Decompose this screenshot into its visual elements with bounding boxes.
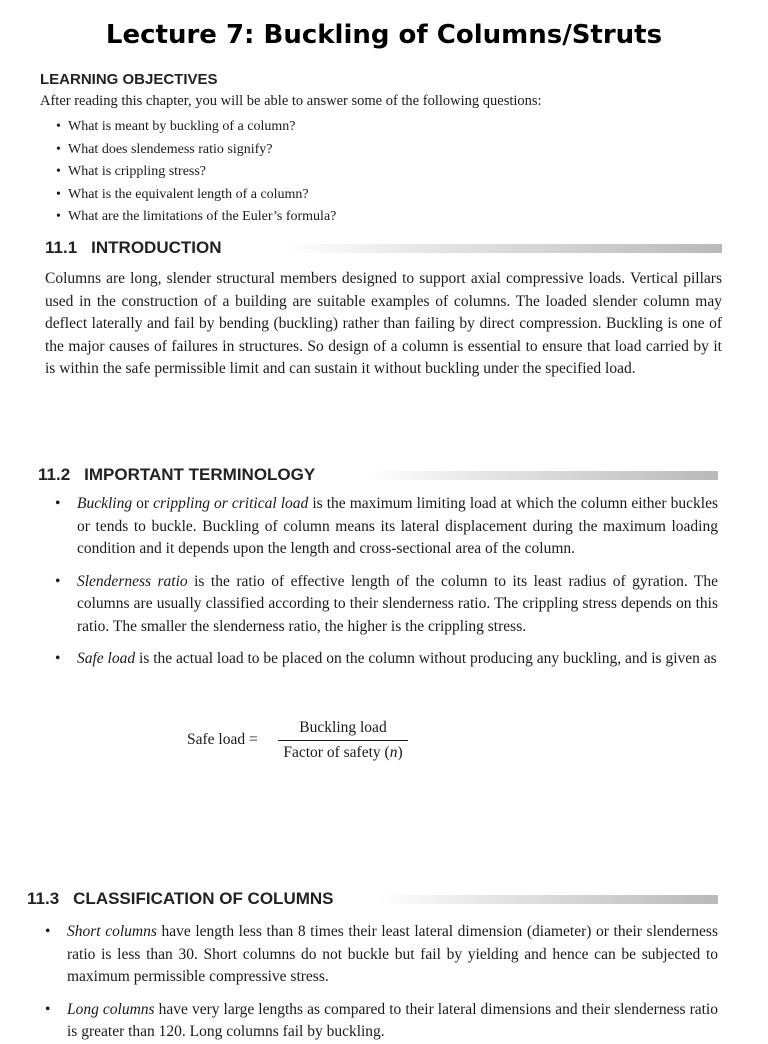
learning-objectives-list (56, 116, 336, 229)
bullet-icon: • (56, 141, 61, 157)
list-item: • What does slendemess ratio signify? (56, 139, 336, 162)
section-heading-introduction (45, 238, 722, 260)
list-item: • Safe load is the actual load to be placed on the column without producing any buckling, and is given as (77, 648, 718, 671)
terminology-list (55, 493, 719, 671)
section-number: 11.1 (45, 238, 78, 257)
bullet-icon: • (55, 650, 61, 667)
section-title: INTRODUCTION (91, 238, 222, 257)
section-number: 11.3 (27, 889, 60, 908)
fraction-bar (278, 740, 408, 741)
learning-objectives-heading: LEARNING OBJECTIVES (40, 71, 218, 88)
classification-list (45, 921, 718, 1044)
bullet-icon: • (45, 923, 51, 940)
list-item: • What are the limitations of the Euler’s formula? (56, 206, 336, 229)
section-number: 11.2 (38, 465, 71, 484)
heading-rule (378, 895, 718, 904)
list-item: • Long columns have very large lengths as compared to their lateral dimensions and their slenderness ratio is greater than 120. Long columns fail by buckling. (45, 1000, 718, 1040)
heading-rule (282, 244, 722, 253)
formula-denominator: Factor of safety (n) (283, 744, 403, 761)
bullet-icon: • (56, 209, 61, 224)
bullet-icon: • (56, 119, 61, 134)
bullet-icon: • (56, 186, 61, 202)
section-heading-terminology (38, 465, 718, 487)
introduction-paragraph: Columns are long, slender structural members designed to support axial compressive loads. Vertical pillars used in the construction of a building are suitable examples of columns. The loaded slender column may deflect laterally and fail by bending (buckling) rather than failing by direct compression. Buckling is one of the major causes of failures in structures. So design of a column is essential to ensure that load carried by it is within the safe permissible limit and can sustain it without buckling under the specified load. (45, 270, 722, 377)
heading-rule (368, 471, 718, 480)
list-item: • What is meant by buckling of a column? (56, 116, 336, 139)
section-heading-classification (27, 889, 718, 911)
list-item: • What is crippling stress? (56, 161, 336, 184)
bullet-icon: • (55, 495, 61, 512)
formula-lhs: Safe load = (187, 731, 258, 748)
section-title: CLASSIFICATION OF COLUMNS (73, 889, 334, 908)
formula-numerator: Buckling load (299, 719, 387, 736)
list-item: • Slenderness ratio is the ratio of effective length of the column to its least radius of gyration. The columns are usually classified according to their slenderness ratio. The crippling stress depends on this ratio. The smaller the slenderness ratio, the higher is the crippling stress. (55, 572, 718, 635)
formula-fraction (278, 718, 408, 763)
section-title: IMPORTANT TERMINOLOGY (84, 465, 316, 484)
bullet-icon: • (56, 164, 61, 179)
list-item: • Buckling or crippling or critical load is the maximum limiting load at which the column either buckles or tends to buckle. Buckling of column means its lateral displacement during the maximum loading condition and it depends upon the length and cross-sectional area of the column. (55, 495, 719, 557)
learning-objectives-intro: After reading this chapter, you will be able to answer some of the following questions: (40, 93, 542, 109)
list-item: • Short columns have length less than 8 times their least lateral dimension (diameter) or their slenderness ratio is less than 30. Short columns do not buckle but fail by yielding and hence can be subjected to maximum permissible compressive stress. (45, 923, 718, 985)
page-title: Lecture 7: Buckling of Columns/Struts (105, 20, 663, 50)
bullet-icon: • (45, 1000, 51, 1018)
bullet-icon: • (55, 572, 61, 590)
list-item: • What is the equivalent length of a column? (56, 184, 336, 207)
